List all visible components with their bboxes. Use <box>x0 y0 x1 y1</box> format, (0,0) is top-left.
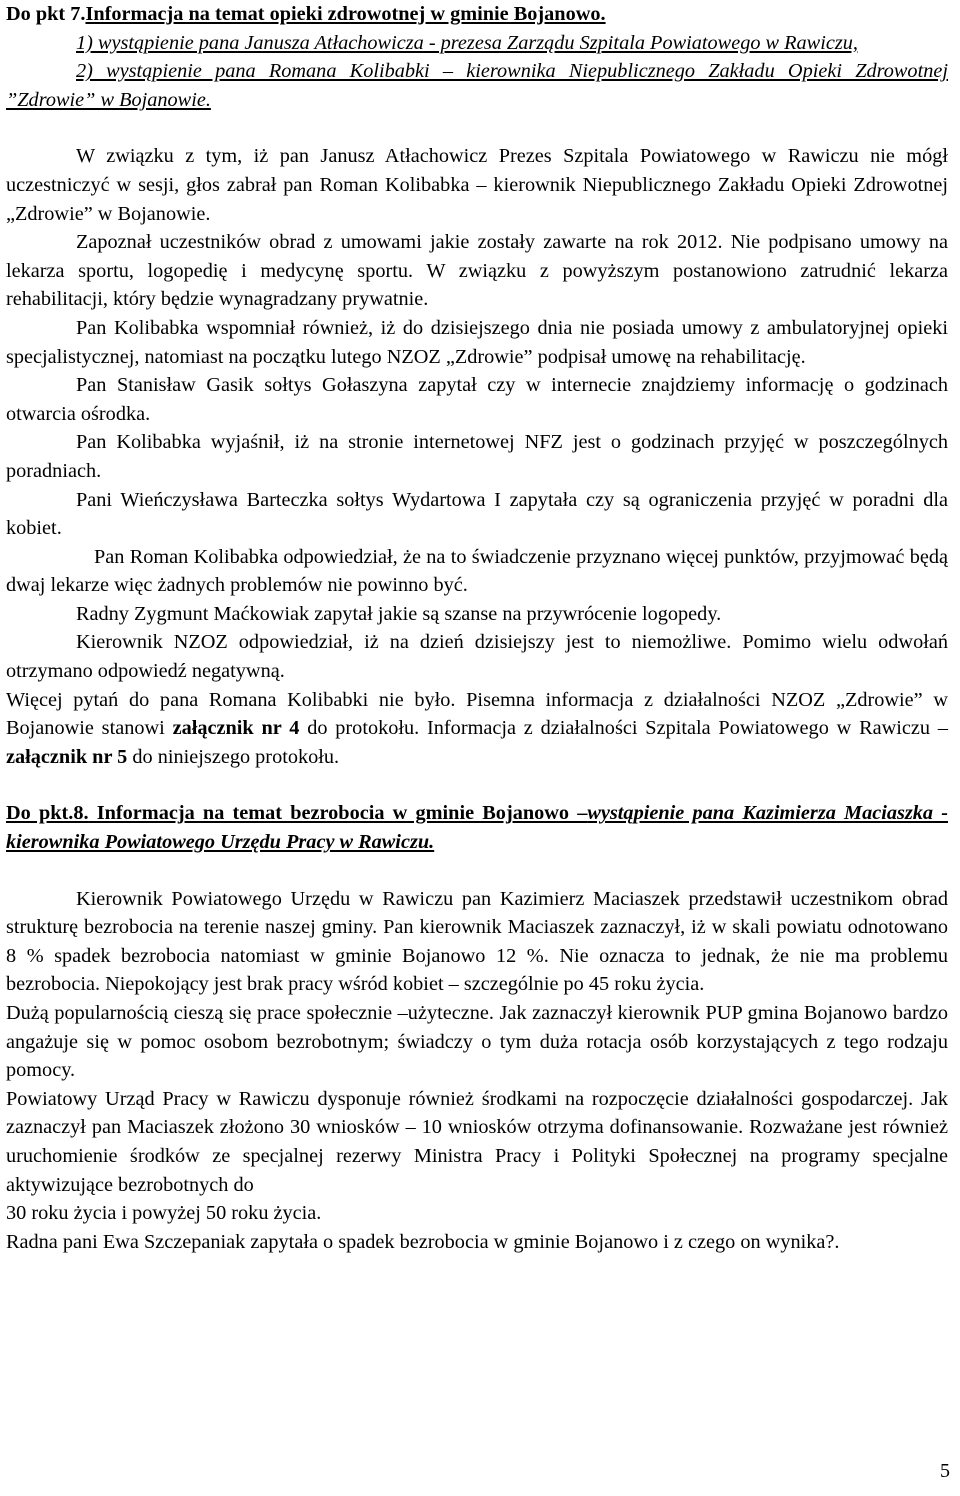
section-7-paragraph: Radny Zygmunt Maćkowiak zapytał jakie są szanse na przywrócenie logopedy. <box>76 602 722 625</box>
section-7-paragraph: Pan Kolibabka wspomniał również, iż do dzisiejszego dnia nie posiada umowy z ambulatoryjnej opieki specjalistycznej, natomiast na początku lutego NZOZ „Zdrowie” podpisał umowę na rehabilitację. <box>6 316 948 368</box>
section-7-paragraph: Kierownik NZOZ odpowiedział, iż na dzień dzisiejszy jest to niemożliwe. Pomimo wielu odwołań otrzymano odpowiedź negatywną. <box>6 631 948 683</box>
section-7-heading <box>6 0 948 29</box>
section-7-title: Informacja na temat opieki zdrowotnej w gminie Bojanowo. <box>85 3 606 25</box>
section-7-paragraph-attachments: Więcej pytań do pana Romana Kolibabki nie było. Pisemna informacja z działalności NZOZ „Zdrowie” w Bojanowie stanowi załącznik nr 4 do protokołu. Informacja z działalności Szpitala Powiatowego w Rawiczu – załącznik nr 5 do niniejszego protokołu. <box>6 688 949 768</box>
section-7-paragraph: W związku z tym, iż pan Janusz Atłachowicz Prezes Szpitala Powiatowego w Rawiczu nie mógł uczestniczyć w sesji, głos zabrał pan Roman Kolibabka – kierownik Niepublicznego Zakładu Opieki Zdrowotnej „Zdrowie” w Bojanowie. <box>6 145 948 225</box>
section-8-prefix: Do pkt.8. <box>6 802 89 825</box>
section-7-paragraph: Pan Stanisław Gasik sołtys Gołaszyna zapytał czy w internecie znajdziemy informację o godzinach otwarcia ośrodka. <box>6 374 948 425</box>
section-7-prefix: Do pkt 7. <box>6 3 86 25</box>
section-8-paragraph: Dużą popularnością cieszą się prace społecznie –użyteczne. Jak zaznaczył kierownik PUP gmina Bojanowo bardzo angażuje się w pomoc osobom bezrobotnym; świadczy o tym duża rotacja osób korzystających z tego rodzaju pomocy. <box>6 1002 948 1082</box>
document-body <box>6 0 948 1256</box>
section-8-title: Informacja na temat bezrobocia w gminie Bojanowo – <box>88 802 588 825</box>
page-number: 5 <box>940 1460 950 1482</box>
section-7-paragraph: Pan Kolibabka wyjaśnił, iż na stronie internetowej NFZ jest o godzinach przyjęć w poszczególnych poradniach. <box>6 431 948 482</box>
section-8-speaker: wystąpienie pana Kazimierza Maciaszka - kierownika Powiatowego Urzędu Pracy w Rawiczu. <box>6 802 948 854</box>
section-8-paragraph: Radna pani Ewa Szczepaniak zapytała o spadek bezrobocia w gminie Bojanowo i z czego on wynika?. <box>6 1230 840 1253</box>
section-7-item-1: 1) wystąpienie pana Janusza Atłachowicza - prezesa Zarządu Szpitala Powiatowego w Rawiczu, <box>76 31 858 54</box>
section-7-item-2: 2) wystąpienie pana Romana Kolibabki – kierownika Niepublicznego Zakładu Opieki Zdrowotnej ”Zdrowie” w Bojanowie. <box>6 60 948 111</box>
section-8-paragraph: Kierownik Powiatowego Urzędu w Rawiczu pan Kazimierz Maciaszek przedstawił uczestnikom obrad strukturę bezrobocia na terenie naszej gminy. Pan kierownik Maciaszek zaznaczył, iż w skali powiatu odnotowano 8 % spadek bezrobocia natomiast w gminie Bojanowo 12 %. Nie oznacza to jednak, że nie ma problemu bezrobocia. Niepokojący jest brak pracy wśród kobiet – szczególnie po 45 roku życia. <box>6 887 948 996</box>
section-7-paragraph: Zapoznał uczestników obrad z umowami jakie zostały zawarte na rok 2012. Nie podpisano umowy na lekarza sportu, logopedię i medycynę sportu. W związku z powyższym postanowiono zatrudnić lekarza rehabilitacji, który będzie wynagradzany prywatnie. <box>6 231 948 311</box>
section-8-heading <box>6 799 948 856</box>
section-8-paragraph: 30 roku życia i powyżej 50 roku życia. <box>6 1202 322 1225</box>
section-8-paragraph: Powiatowy Urząd Pracy w Rawiczu dysponuje również środkami na rozpoczęcie działalności gospodarczej. Jak zaznaczył pan Maciaszek złożono 30 wniosków – 10 wniosków otrzyma dofinansowanie. Rozważane jest również uruchomienie środków ze specjalnej rezerwy Ministra Pracy i Polityki Społecznej na programy specjalne aktywizujące bezrobotnych do <box>6 1087 948 1196</box>
section-7-paragraph: Pani Wieńczysława Barteczka sołtys Wydartowa I zapytała czy są ograniczenia przyjęć w poradni dla kobiet. <box>6 488 948 540</box>
attachment-4-reference: załącznik nr 4 <box>172 717 300 740</box>
attachment-5-reference: załącznik nr 5 <box>6 745 128 768</box>
section-7-paragraph: Pan Roman Kolibabka odpowiedział, że na to świadczenie przyznano więcej punktów, przyjmować będą dwaj lekarze więc żadnych problemów nie powinno być. <box>6 545 948 597</box>
